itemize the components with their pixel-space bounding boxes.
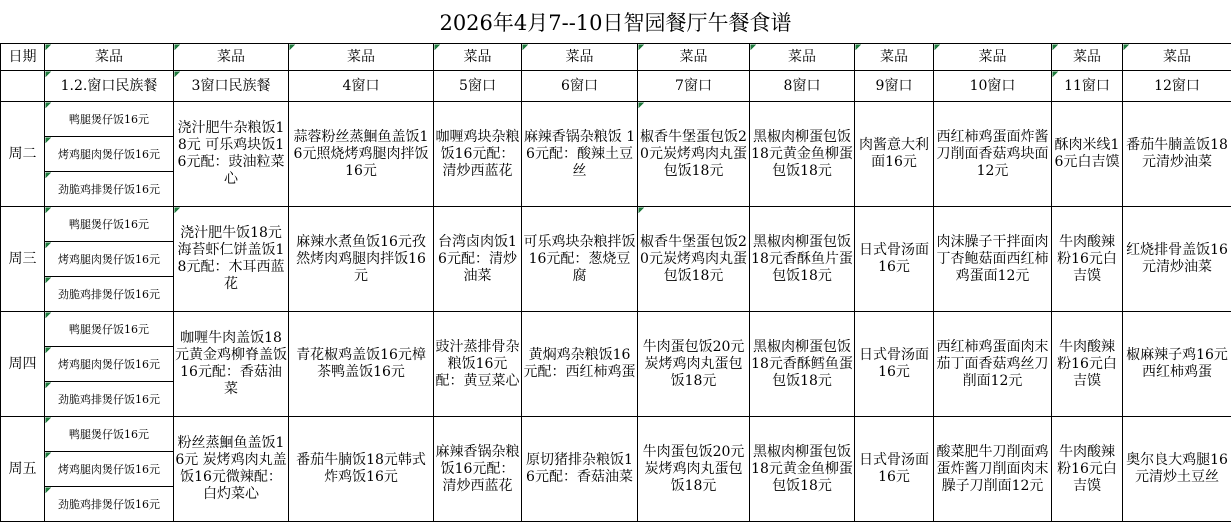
menu-cell: 黑椒肉柳蛋包饭18元黄金鱼柳蛋包饭18元 [750, 102, 855, 207]
menu-cell: 黑椒肉柳蛋包饭18元黄金鱼柳蛋包饭18元 [750, 417, 855, 522]
menu-cell: 牛肉蛋包饭20元炭烤鸡肉丸蛋包饭18元 [638, 312, 750, 417]
dish-header: 菜品 [434, 44, 522, 71]
menu-cell: 蒜蓉粉丝蒸鮰鱼盖饭16元照烧烤鸡腿肉拌饭16元 [289, 102, 434, 207]
menu-cell: 咖喱牛肉盖饭18元黄金鸡柳脊盖饭16元配：香菇油菜 [174, 312, 289, 417]
window-header: 9窗口 [855, 71, 934, 102]
menu-cell: 肉酱意大利面16元 [855, 102, 934, 207]
menu-cell: 豉汁蒸排骨杂粮饭16元配：黄豆菜心 [434, 312, 522, 417]
menu-cell: 日式骨汤面16元 [855, 207, 934, 312]
menu-cell: 番茄牛腩饭18元韩式炸鸡饭16元 [289, 417, 434, 522]
clay-pot-item: 烤鸡腿肉煲仔饭16元 [45, 242, 174, 277]
header-row-window [1, 71, 1231, 102]
menu-cell: 椒香牛堡蛋包饭20元炭烤鸡肉丸蛋包饭18元 [638, 207, 750, 312]
menu-cell: 黑椒肉柳蛋包饭18元香酥鱼片蛋包饭18元 [750, 207, 855, 312]
window-header: 10窗口 [934, 71, 1052, 102]
menu-cell: 牛肉酸辣粉16元白吉馍 [1052, 312, 1123, 417]
dish-header: 菜品 [855, 44, 934, 71]
menu-cell: 咖喱鸡块杂粮饭16元配：清炒西蓝花 [434, 102, 522, 207]
menu-cell: 奥尔良大鸡腿16元清炒土豆丝 [1123, 417, 1231, 522]
date-header-blank [1, 71, 45, 102]
menu-cell: 番茄牛腩盖饭18元清炒油菜 [1123, 102, 1231, 207]
clay-pot-item: 鸭腿煲仔饭16元 [45, 312, 174, 347]
menu-cell: 牛肉蛋包饭20元炭烤鸡肉丸蛋包饭18元 [638, 417, 750, 522]
menu-cell: 日式骨汤面16元 [855, 417, 934, 522]
menu-cell: 黑椒肉柳蛋包饭18元香酥鳕鱼蛋包饭18元 [750, 312, 855, 417]
menu-cell: 椒麻辣子鸡16元西红柿鸡蛋 [1123, 312, 1231, 417]
menu-cell: 椒香牛堡蛋包饭20元炭烤鸡肉丸蛋包饭18元 [638, 102, 750, 207]
dish-header: 菜品 [1123, 44, 1231, 71]
menu-cell: 日式骨汤面16元 [855, 312, 934, 417]
clay-pot-item: 劲脆鸡排煲仔饭16元 [45, 487, 174, 522]
dish-header: 菜品 [638, 44, 750, 71]
window-header: 6窗口 [522, 71, 638, 102]
menu-cell: 麻辣水煮鱼饭16元孜然烤肉鸡腿肉拌饭16元 [289, 207, 434, 312]
menu-cell: 酸菜肥牛刀削面鸡蛋炸酱刀削面肉末臊子刀削面12元 [934, 417, 1052, 522]
clay-pot-item: 烤鸡腿肉煲仔饭16元 [45, 137, 174, 172]
window-header: 8窗口 [750, 71, 855, 102]
menu-cell: 可乐鸡块杂粮拌饭 16元配：葱烧豆腐 [522, 207, 638, 312]
clay-pot-item: 烤鸡腿肉煲仔饭16元 [45, 452, 174, 487]
menu-cell: 青花椒鸡盖饭16元樟茶鸭盖饭16元 [289, 312, 434, 417]
dish-header: 菜品 [289, 44, 434, 71]
menu-cell: 麻辣香锅杂粮饭 16元配：酸辣土豆丝 [522, 102, 638, 207]
menu-table [0, 43, 1231, 522]
day-label: 周三 [1, 207, 45, 312]
menu-cell: 麻辣香锅杂粮饭16元配：清炒西蓝花 [434, 417, 522, 522]
menu-cell: 粉丝蒸鮰鱼盖饭16元 炭烤鸡肉丸盖饭16元微辣配：白灼菜心 [174, 417, 289, 522]
menu-cell: 牛肉酸辣粉16元白吉馍 [1052, 207, 1123, 312]
table-row [1, 207, 1231, 242]
window-header: 5窗口 [434, 71, 522, 102]
clay-pot-item: 劲脆鸡排煲仔饭16元 [45, 277, 174, 312]
day-label: 周五 [1, 417, 45, 522]
menu-cell: 酥肉米线16元白吉馍 [1052, 102, 1123, 207]
menu-cell: 肉沫臊子干拌面肉丁杏鲍菇面西红柿鸡蛋面12元 [934, 207, 1052, 312]
clay-pot-item: 劲脆鸡排煲仔饭16元 [45, 382, 174, 417]
table-row [1, 417, 1231, 452]
menu-cell: 台湾卤肉饭16元配：清炒油菜 [434, 207, 522, 312]
date-header: 日期 [1, 44, 45, 71]
menu-cell: 浇汁肥牛杂粮饭18元 可乐鸡块饭16元配：豉油粒菜心 [174, 102, 289, 207]
table-row [1, 312, 1231, 347]
page-title: 2026年4月7--10日智园餐厅午餐食谱 [0, 6, 1231, 40]
table-row [1, 102, 1231, 137]
window-header: 4窗口 [289, 71, 434, 102]
menu-cell: 浇汁肥牛饭18元 海苔虾仁饼盖饭18元配：木耳西蓝花 [174, 207, 289, 312]
window-header: 1.2.窗口民族餐 [45, 71, 174, 102]
clay-pot-item: 鸭腿煲仔饭16元 [45, 207, 174, 242]
clay-pot-item: 劲脆鸡排煲仔饭16元 [45, 172, 174, 207]
window-header: 12窗口 [1123, 71, 1231, 102]
menu-cell: 原切猪排杂粮饭16元配：香菇油菜 [522, 417, 638, 522]
dish-header: 菜品 [45, 44, 174, 71]
menu-cell: 西红柿鸡蛋面炸酱刀削面香菇鸡块面12元 [934, 102, 1052, 207]
dish-header: 菜品 [934, 44, 1052, 71]
dish-header: 菜品 [1052, 44, 1123, 71]
menu-cell: 西红柿鸡蛋面肉末茄丁面香菇鸡丝刀削面12元 [934, 312, 1052, 417]
clay-pot-item: 烤鸡腿肉煲仔饭16元 [45, 347, 174, 382]
menu-cell: 红烧排骨盖饭16元清炒油菜 [1123, 207, 1231, 312]
window-header: 7窗口 [638, 71, 750, 102]
window-header: 3窗口民族餐 [174, 71, 289, 102]
day-label: 周四 [1, 312, 45, 417]
menu-cell: 牛肉酸辣粉16元白吉馍 [1052, 417, 1123, 522]
header-row-dish [1, 44, 1231, 71]
dish-header: 菜品 [174, 44, 289, 71]
menu-cell: 黄焖鸡杂粮饭16元配：西红柿鸡蛋 [522, 312, 638, 417]
dish-header: 菜品 [750, 44, 855, 71]
day-label: 周二 [1, 102, 45, 207]
clay-pot-item: 鸭腿煲仔饭16元 [45, 102, 174, 137]
window-header: 11窗口 [1052, 71, 1123, 102]
dish-header: 菜品 [522, 44, 638, 71]
clay-pot-item: 鸭腿煲仔饭16元 [45, 417, 174, 452]
